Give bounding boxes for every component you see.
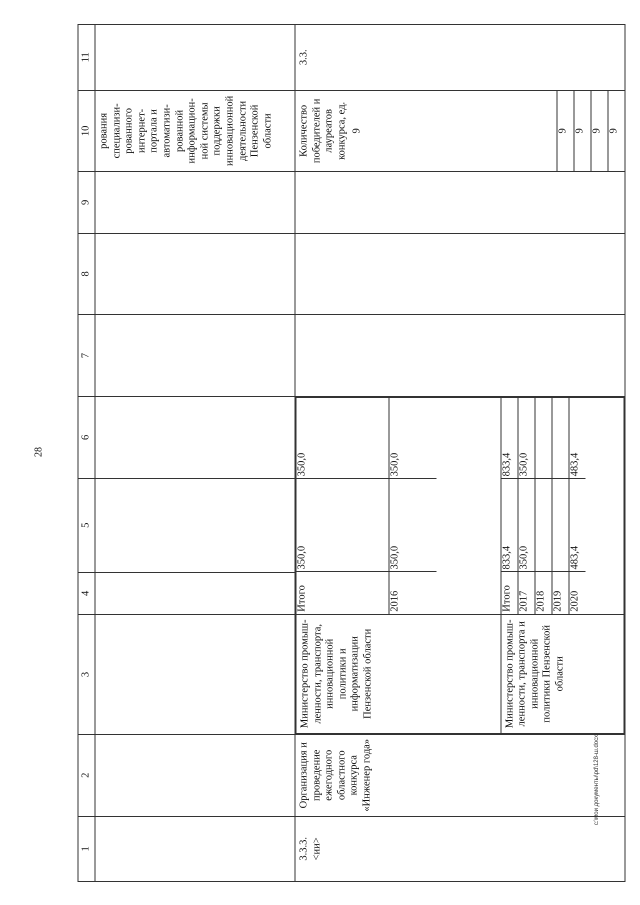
amount-col6: 833,4: [501, 398, 518, 479]
amount-col5: 483,4: [569, 479, 586, 572]
col-number: 11: [78, 25, 95, 91]
indicator-year-value: [540, 91, 557, 172]
amount-col6: 350,0: [297, 398, 389, 479]
financing-row: [389, 398, 437, 614]
financing-row: [297, 398, 389, 614]
amount-col5: 833,4: [501, 479, 518, 572]
year-cell: 2018: [535, 572, 552, 614]
financing-row: [569, 398, 586, 614]
year-cell: Итого: [296, 585, 308, 612]
financing-row: [518, 398, 535, 614]
item-code-suffix: <ии>: [311, 837, 323, 861]
year-cell: 2019: [552, 572, 569, 614]
financing-row: [535, 398, 552, 614]
col-number: 1: [78, 816, 95, 881]
year-cell: 2017: [518, 572, 535, 614]
financing-rows-2: [501, 398, 585, 614]
col-number: 7: [78, 315, 95, 397]
indicator-year-value: 9: [591, 91, 608, 172]
indicator-year-value: 9: [574, 91, 591, 172]
indicator-year-value: 9: [608, 91, 625, 172]
indicator-continuation: рования специализи-рованного интернет-портала и автоматизи-рованной информацион-ной системы поддержки инновационной деятельности Пензенской области: [95, 90, 295, 172]
col-number: 3: [78, 614, 95, 734]
item-row-3-3-3: [295, 25, 625, 882]
amount-col5: [535, 479, 552, 572]
financing-row: [552, 398, 569, 614]
year-cell: 2016: [389, 572, 437, 614]
amount-col6: [535, 398, 552, 479]
item-name: Организация и проведение ежегодного областного конкурса «Инженер года»: [295, 734, 625, 816]
indicator-values: [540, 91, 624, 172]
indicator-value: 9: [351, 128, 363, 134]
continuation-row: [95, 25, 295, 882]
item-code: 3.3.3.: [298, 837, 310, 861]
amount-col5: 350,0: [297, 479, 389, 572]
col-number: 5: [78, 478, 95, 572]
item-code-cell: [295, 816, 625, 881]
col-number: 4: [78, 572, 95, 614]
col-number: 9: [78, 172, 95, 233]
col-number: 8: [78, 233, 95, 315]
amount-col6: 350,0: [389, 398, 437, 479]
executor-1: Министерство промыш-ленности, транспорта, инновационной политики и информатизации Пензенской области: [296, 614, 501, 733]
col-number: 6: [78, 397, 95, 479]
footer-file-path: c:\мои документы\pd\128-ш.docx: [594, 734, 600, 826]
financing-row: [501, 398, 518, 614]
year-cell: 2020: [569, 572, 586, 614]
col-number: 10: [78, 90, 95, 172]
financing-table-1: [296, 397, 625, 734]
executor-2: Министерство промыш-ленности, транспорта и инновационной политики Пензенской области: [501, 614, 624, 733]
amount-col5: [552, 479, 569, 572]
indicator-year-value: 9: [557, 91, 574, 172]
amount-col6: 483,4: [569, 398, 586, 479]
page-number: 28: [33, 447, 45, 457]
amount-col5: 350,0: [518, 479, 535, 572]
year-cell: Итого: [501, 585, 513, 612]
amount-col5: 350,0: [389, 479, 437, 572]
indicator-cell: [295, 90, 625, 172]
col-number: 2: [78, 734, 95, 816]
amount-col6: 350,0: [518, 398, 535, 479]
amount-col6: [552, 398, 569, 479]
financing-block: [295, 397, 625, 735]
financing-rows-1: [297, 398, 437, 614]
program-table: [78, 24, 626, 882]
section-ref: 3.3.: [295, 25, 625, 91]
column-number-row: [78, 25, 95, 882]
indicator-name: Количество победителей и лауреатов конкурса, ед.: [298, 98, 348, 164]
